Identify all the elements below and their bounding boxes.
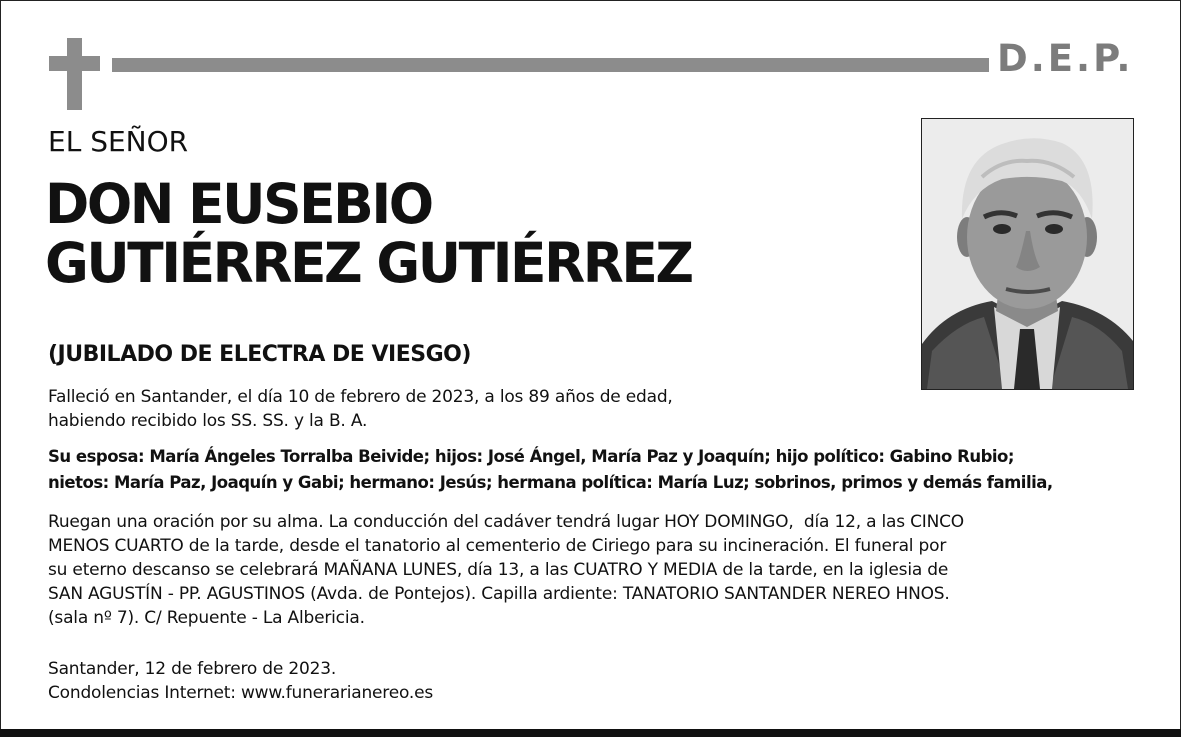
ceremony-line-3: su eterno descanso se celebrará MAÑANA LUNES, día 13, a las CUATRO Y MEDIA de la tarde, en la iglesia de bbox=[48, 560, 949, 580]
dep-label: D.E.P. bbox=[997, 37, 1134, 80]
ceremony-line-4: SAN AGUSTÍN - PP. AGUSTINOS (Avda. de Pontejos). Capilla ardiente: TANATORIO SANTANDER NEREO HNOS. bbox=[48, 584, 950, 604]
death-notice bbox=[48, 385, 673, 433]
ceremony-details bbox=[48, 510, 964, 630]
portrait-image bbox=[922, 119, 1133, 389]
ceremony-line-1: Ruegan una oración por su alma. La conducción del cadáver tendrá lugar HOY DOMINGO, día 12, a las CINCO bbox=[48, 512, 964, 532]
cross-icon bbox=[67, 38, 82, 110]
deceased-photo bbox=[921, 118, 1134, 390]
ceremony-line-2: MENOS CUARTO de la tarde, desde el tanatorio al cementerio de Ciriego para su incineración. El funeral por bbox=[48, 536, 947, 556]
honorific: EL SEÑOR bbox=[48, 125, 189, 158]
name-line-1: DON EUSEBIO bbox=[45, 172, 432, 236]
deceased-name bbox=[45, 172, 692, 295]
ceremony-line-5: (sala nº 7). C/ Repuente - La Albericia. bbox=[48, 608, 365, 628]
death-notice-line-1: Falleció en Santander, el día 10 de febrero de 2023, a los 89 años de edad, bbox=[48, 387, 673, 407]
name-line-2: GUTIÉRREZ GUTIÉRREZ bbox=[45, 231, 692, 295]
family-line-2: nietos: María Paz, Joaquín y Gabi; hermano: Jesús; hermana política: María Luz; sobrinos, primos y demás familia, bbox=[48, 473, 1053, 492]
family-line-1: Su esposa: María Ángeles Torralba Beivide; hijos: José Ángel, María Paz y Joaquín; hijo político: Gabino Rubio; bbox=[48, 447, 1014, 466]
condolences-line: Condolencias Internet: www.funerarianereo.es bbox=[48, 683, 433, 703]
closing-date: Santander, 12 de febrero de 2023. bbox=[48, 659, 337, 679]
family-list bbox=[48, 444, 1053, 496]
cross-icon-bar bbox=[49, 56, 100, 71]
bottom-border bbox=[0, 729, 1181, 737]
closing bbox=[48, 657, 433, 705]
header-rule bbox=[112, 58, 989, 72]
occupation: (JUBILADO DE ELECTRA DE VIESGO) bbox=[48, 342, 471, 367]
death-notice-line-2: habiendo recibido los SS. SS. y la B. A. bbox=[48, 411, 368, 431]
